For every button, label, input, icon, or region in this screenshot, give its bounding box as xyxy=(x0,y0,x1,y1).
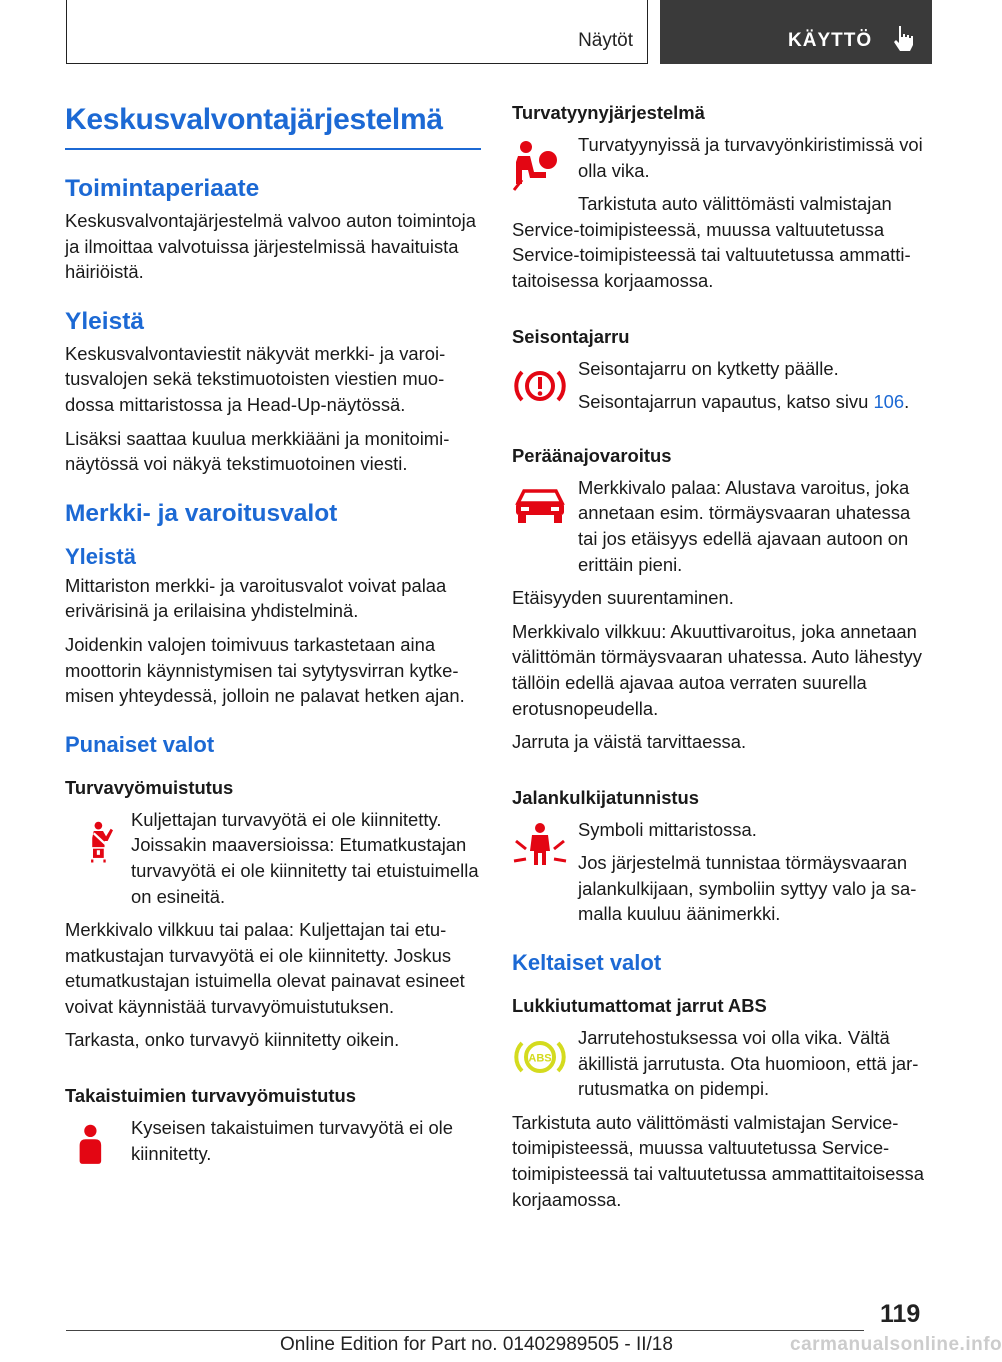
airbag-warning-icon xyxy=(512,140,564,192)
paragraph: Etäisyyden suurentaminen. xyxy=(512,587,734,609)
paragraph: Mittariston merkki- ja varoitusvalot voivat palaa erivärisinä ja erilaisina yhdistelminä. xyxy=(65,574,447,622)
warning-heading-abs: Lukkiutumattomat jarrut ABS xyxy=(512,995,767,1017)
paragraph: Tarkasta, onko turvavyö kiinnitetty oikein. xyxy=(65,1029,400,1051)
rear-seat-occupant-icon xyxy=(75,1119,115,1175)
hand-pointer-icon xyxy=(892,24,914,52)
paragraph: Tarkistuta auto välittömästi valmistajan Service-toimipisteessä, muussa valtuutetussa Service-toimipisteessä tai valtuutetussa ammattitaitoisessa korjaamossa. xyxy=(512,1111,924,1210)
warning-heading-jalankulkijatunnistus: Jalankulkijatunnistus xyxy=(512,786,700,808)
warning-block-collision xyxy=(512,475,930,577)
page-title: Keskusvalvontajärjestelmä xyxy=(65,100,481,150)
subsection-heading-yleista: Yleistä xyxy=(65,543,136,569)
paragraph-text: Seisontajarrun vapautus, katso sivu xyxy=(578,391,874,413)
section-heading-yleista: Yleistä xyxy=(65,307,144,335)
paragraph: Kuljettajan turvavyötä ei ole kiinnitetty. Joissakin maaversioissa: Etumatkustajan turvavyötä ei ole kiinnitetty tai etuistuimella on esineitä. xyxy=(131,808,479,907)
warning-heading-peraanajovaroitus: Peräänajovaroitus xyxy=(512,444,672,466)
paragraph: Keskusvalvontajärjestelmä valvoo auton toimintoja ja ilmoittaa valvotuissa järjestelmissä havaituista häiriöistä. xyxy=(65,210,476,283)
header-tab-kaytto xyxy=(660,0,932,64)
paragraph: Keskusvalvontaviestit näkyvät merkki- ja varoitusvalojen sekä tekstimuotoisten viestien muodossa mittaristossa ja Head-Up-näytössä. xyxy=(65,342,446,415)
paragraph: Jarruta ja väistä tarvittaessa. xyxy=(512,731,747,753)
paragraph: Lisäksi saattaa kuulua merkkiääni ja monitoiminäytössä voi näkyä tekstimuotoinen viesti. xyxy=(65,427,450,475)
paragraph: Turvatyynyissä ja turvavyönkiristimissä voi olla vika. xyxy=(578,134,923,181)
paragraph: Jos järjestelmä tunnistaa törmäysvaaran jalankulkijaan, symboliin syttyy valo ja samalla kuuluu äänimerkki. xyxy=(578,852,917,925)
seatbelt-warning-icon xyxy=(83,813,123,869)
header-tab-label: KÄYTTÖ xyxy=(788,30,873,51)
section-heading-toimintaperiaate: Toimintaperiaate xyxy=(65,175,260,202)
paragraph-text: . xyxy=(904,391,910,413)
warning-block-abs xyxy=(512,1025,930,1102)
abs-warning-icon xyxy=(512,1035,568,1079)
warning-block-pedestrian xyxy=(512,817,930,927)
paragraph: Kyseisen takaistuimen turvavyötä ei ole kiinnitetty. xyxy=(131,1117,453,1164)
footer-divider xyxy=(66,1330,864,1331)
subsection-heading-keltaiset-valot: Keltaiset valot xyxy=(512,950,662,976)
paragraph xyxy=(512,389,930,415)
paragraph: Symboli mittaristossa. xyxy=(578,818,757,840)
watermark: carmanualsonline.info xyxy=(790,1334,1002,1355)
paragraph: Merkkivalo vilkkuu tai palaa: Kuljettajan tai etumatkustajan turvavyötä ei ole kiinnitetty. Joskus etumatkustajan istuimella olevat painavat esineet voivat käynnistää turvavyömuistutuksen. xyxy=(65,919,465,1017)
warning-block-airbag xyxy=(512,132,930,217)
paragraph: Tarkistuta auto välittömästi valmistajan xyxy=(578,193,892,215)
section-heading-merkki-ja-varoitusvalot: Merkki- ja varoitusvalot xyxy=(65,499,338,527)
subsection-heading-punaiset-valot: Punaiset valot xyxy=(65,731,215,757)
warning-heading-seisontajarru: Seisontajarru xyxy=(512,325,630,347)
paragraph: Service-toimipisteessä, muussa valtuutetussa Service-toimipisteessä tai valtuutetussa ammattitaitoisessa korjaamossa. xyxy=(512,218,911,291)
warning-block-seatbelt xyxy=(65,807,481,909)
pedestrian-warning-icon xyxy=(512,821,568,869)
paragraph: Joidenkin valojen toimivuus tarkastetaan aina moottorin käynnistymisen tai sytytysvirran kytkemisen yhteydessä, jolloin ne palavat hetken ajan. xyxy=(65,633,465,707)
footer-edition: Online Edition for Part no. 01402989505 - II/18 xyxy=(280,1334,673,1355)
abs-icon-label: ABS xyxy=(528,1052,552,1065)
paragraph: Merkkivalo palaa: Alustava varoitus, joka annetaan esim. törmäysvaaran uhatessa tai jos etäisyys edellä ajavaan autoon on erittäin pieni. xyxy=(578,476,911,575)
paragraph: Merkkivalo vilkkuu: Akuuttivaroitus, joka annetaan välittömän törmäysvaaran uhatessa. Auto lähestyy tällöin edellä ajavaa autoa verraten suurella erotusnopeudella. xyxy=(512,620,922,719)
car-front-collision-icon xyxy=(512,487,568,527)
paragraph: Jarrutehostuksessa voi olla vika. Vältä äkillistä jarrutusta. Ota huomioon, että jarrutusmatka on pidempi. xyxy=(578,1027,919,1100)
warning-heading-turvavyomuistutus: Turvavyömuistutus xyxy=(65,776,234,798)
warning-heading-turvatyynyjarjestelma: Turvatyynyjärjestelmä xyxy=(512,102,705,123)
header-tab-label: Näytöt xyxy=(578,30,633,51)
paragraph: Seisontajarru on kytketty päälle. xyxy=(578,357,839,379)
right-column xyxy=(512,100,930,1220)
page-reference-link[interactable]: 106 xyxy=(873,391,905,413)
parking-brake-icon xyxy=(512,364,568,408)
left-column xyxy=(65,100,481,1167)
page-number: 119 xyxy=(880,1300,921,1328)
warning-block-parking-brake xyxy=(512,356,930,415)
warning-heading-takaistuimien-turvavyomuistutus: Takaistuimien turvavyömuistutus xyxy=(65,1085,356,1107)
header-tab-naytot xyxy=(66,0,648,64)
warning-block-rear-seatbelt xyxy=(65,1115,481,1167)
